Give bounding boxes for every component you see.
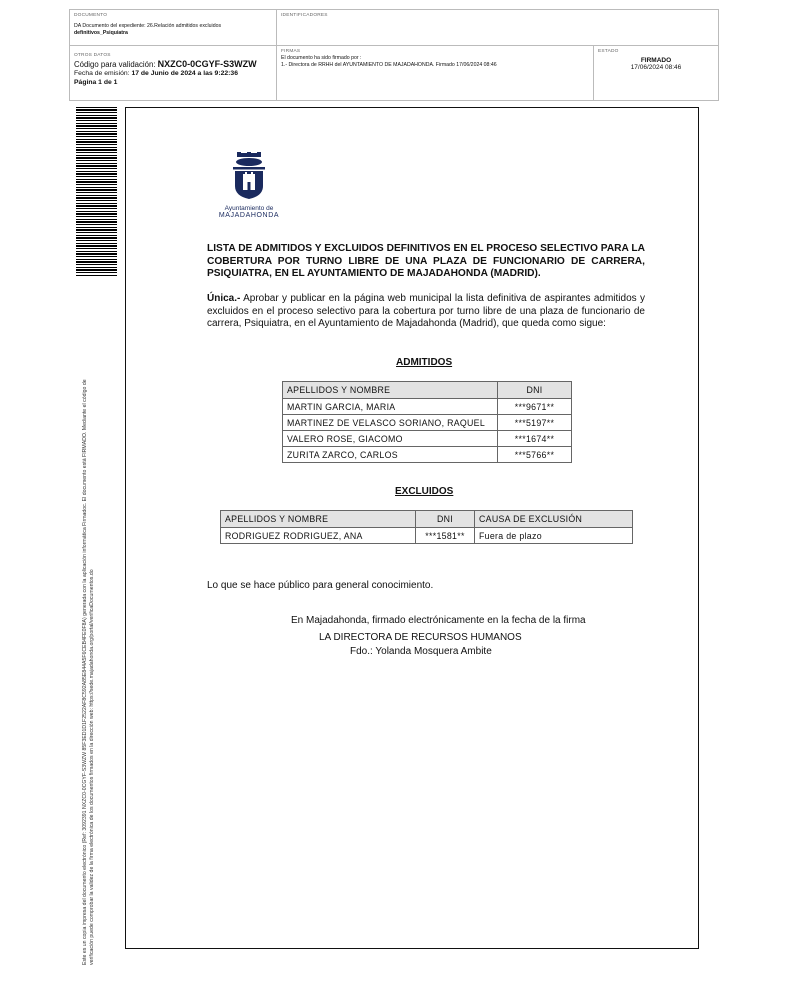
logo-line-1: Ayuntamiento de [224,205,274,212]
cell-causa: Fuera de plazo [475,528,633,544]
cell-dni: ***1674** [498,431,572,447]
table-row [283,399,572,415]
fecha-emision: Fecha de emisión: 17 de Junio de 2024 a las 9:22:36 [74,70,238,77]
unica-text: Aprobar y publicar en la página web municipal la lista definitiva de aspirantes admitidos y excluidos en el proceso selectivo para la cobertura por turno libre de una plaza de funcionario de carrera, Psiquiatra, en el Ayuntamiento de Majadahonda (Madrid), que queda como sigue: [207,293,645,330]
table-row [283,431,572,447]
signature-role: LA DIRECTORA DE RECURSOS HUMANOS [319,632,522,643]
coat-of-arms-icon [223,152,275,200]
document-header [69,9,719,101]
excluidos-table [220,510,633,544]
cell-dni: ***1581** [416,528,475,544]
excluidos-heading: EXCLUIDOS [395,486,454,497]
documento-cell [70,10,277,46]
barcode [76,107,117,277]
ayuntamiento-logo [218,152,280,222]
otros-datos-cell [70,46,277,100]
table-row [283,447,572,463]
cell-nombre: RODRIGUEZ RODRIGUEZ, ANA [221,528,416,544]
documento-value-2: definitivos_Psiquiatra [74,29,128,36]
column-header-dni: DNI [498,382,572,399]
verification-side-text [82,295,96,965]
identificadores-cell [277,10,718,46]
column-header-causa: CAUSA DE EXCLUSIÓN [475,511,633,528]
closing-text: Lo que se hace público para general conocimiento. [207,580,434,591]
column-header-nombre: APELLIDOS Y NOMBRE [221,511,416,528]
firmas-cell [277,46,594,100]
admitidos-table [282,381,572,463]
cell-dni: ***5197** [498,415,572,431]
column-header-nombre: APELLIDOS Y NOMBRE [283,382,498,399]
side-text-line-1: Este es un copia impresa del documento electrónico (Ref: 3092391 NXZC0-0CGYF-S3WZW 85F3ED1D1F2522AF8C592A85E844A5F6CEB4FE0F8A) generada con la aplicación informática Firmadoc. El documento está FIRMADO. Mediante el código de [82,379,88,965]
logo-line-2: MAJADAHONDA [218,212,280,219]
admitidos-heading: ADMITIDOS [396,357,453,368]
signature-name: Fdo.: Yolanda Mosquera Ambite [350,646,492,657]
firmas-text-1: El documento ha sido firmado por : [281,55,362,61]
cell-dni: ***9671** [498,399,572,415]
documento-value: DA Documento del expediente: 26.Relación admitidos excluidos [74,23,222,29]
column-header-dni: DNI [416,511,475,528]
table-row [283,415,572,431]
estado-cell [594,46,718,100]
estado-fecha: 17/06/2024 08:46 [630,63,682,71]
documento-label: DOCUMENTO [74,13,108,18]
cell-nombre: VALERO ROSE, GIACOMO [283,431,498,447]
document-title: LISTA DE ADMITIDOS Y EXCLUIDOS DEFINITIVOS EN EL PROCESO SELECTIVO PARA LA COBERTURA POR TURNO LIBRE DE UNA PLAZA DE FUNCIONARIO DE CARRERA, PSIQUIATRA, EN EL AYUNTAMIENTO DE MAJADAHONDA (MADRID). [207,243,645,279]
codigo-validacion: Código para validación: NXZC0-0CGYF-S3WZW [74,59,257,69]
unica-label: Única.- [207,293,241,304]
firmas-label: FIRMAS [281,49,301,54]
table-header-row [283,382,572,399]
unica-paragraph [207,293,645,331]
table-header-row [221,511,633,528]
pagina-count: Página 1 de 1 [74,79,118,86]
table-row [221,528,633,544]
firmas-text-2: 1.- Directora de RRHH del AYUNTAMIENTO DE MAJADAHONDA. Firmado 17/06/2024 08:46 [281,61,497,68]
side-text-line-2: verificación puede comprobar la validez de la firma electrónica de los documentos firmados en la dirección web: https://sede.majadahonda.org/portal/verificaDocumentos.do [88,569,95,965]
estado-label: ESTADO [598,49,619,54]
cell-nombre: MARTIN GARCIA, MARIA [283,399,498,415]
cell-nombre: ZURITA ZARCO, CARLOS [283,447,498,463]
signature-place-date: En Majadahonda, firmado electrónicamente en la fecha de la firma [291,615,586,626]
identificadores-label: IDENTIFICADORES [281,13,328,18]
cell-nombre: MARTINEZ DE VELASCO SORIANO, RAQUEL [283,415,498,431]
cell-dni: ***5766** [498,447,572,463]
estado-value: FIRMADO [640,57,672,64]
otros-datos-label: OTROS DATOS [74,53,111,58]
